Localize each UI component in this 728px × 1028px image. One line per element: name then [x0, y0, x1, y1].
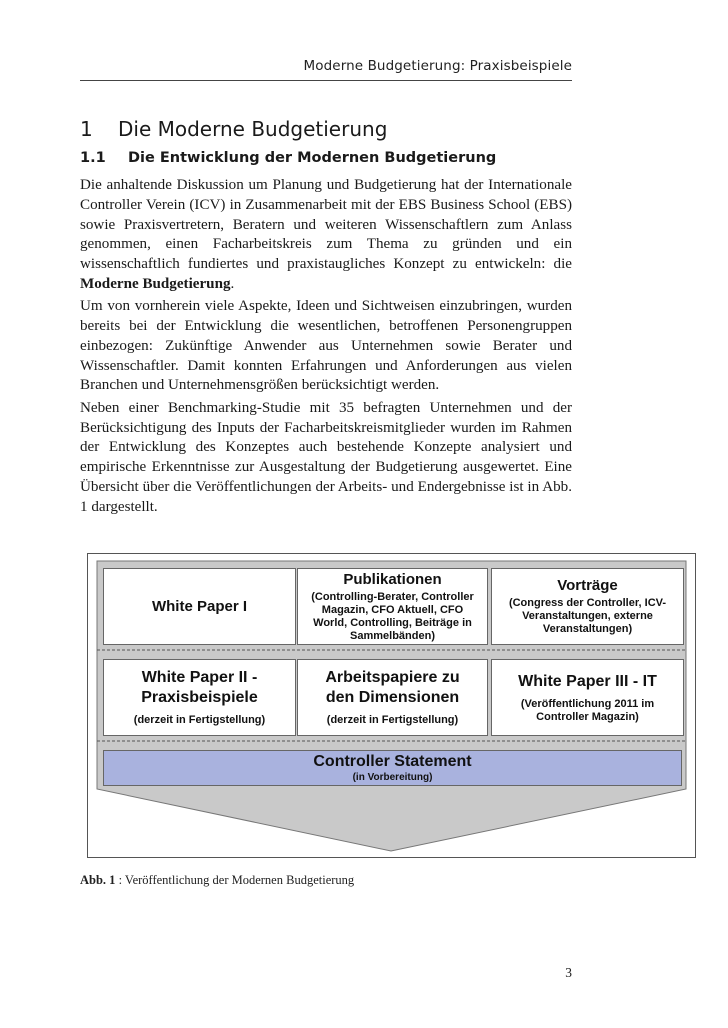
caption-label: Abb. 1: [80, 873, 116, 887]
paragraph-1-bold: Moderne Budgetierung: [80, 275, 231, 292]
chapter-title: Die Moderne Budgetierung: [118, 117, 388, 141]
vortraege-sub: (Congress der Controller, ICV-Veranstaltungen, externe Veranstaltungen): [508, 597, 667, 635]
paragraph-2: Um von vornherein viele Aspekte, Ideen und Sichtweisen einzubringen, wurden bereits bei der Entwicklung die wesentlichen, betroffenen Personengruppen einbezogen: Zukünftige Anwender aus Unternehmen sowie Berater und Wissenschaftler. Damit konnten Erfahrungen und Anforderungen aus vielen Branchen und Unternehmensgrößen berücksichtigt werden.: [80, 298, 572, 394]
arbeitspapiere-sub: (derzeit in Fertigstellung): [326, 714, 459, 726]
paragraph-3: Neben einer Benchmarking-Studie mit 35 befragten Unternehmen und der Berücksichtigung des Inputs der Facharbeitskreismitglieder wurden im Rahmen der Entwicklung des Konzeptes auch bestehende Konzepte analysiert und empirische Erkenntnisse zur Ausgestaltung der Budgetierung ausgewertet. Eine Übersicht über die Veröffentlichungen der Arbeits- und Endergebnisse ist in Abb. 1 dargestellt.: [80, 399, 572, 515]
vortraege-title: Vorträge: [557, 577, 618, 594]
white-paper-3-title: White Paper III - IT: [518, 672, 657, 690]
section-title: Die Entwicklung der Modernen Budgetierung: [128, 150, 497, 166]
white-paper-2-title: White Paper II - Praxisbeispiele: [141, 669, 258, 706]
white-paper-3-sub: (Veröffentlichung 2011 im Controller Magazin): [520, 697, 655, 723]
running-header: Moderne Budgetierung: Praxisbeispiele: [303, 58, 572, 74]
white-paper-1-title: White Paper I: [151, 597, 248, 615]
white-paper-2-box: [103, 659, 296, 736]
header-rule: [80, 80, 572, 81]
controller-statement-box: [103, 750, 682, 786]
paragraph-1: [80, 176, 572, 295]
page-number: 3: [565, 965, 572, 980]
caption-text: : Veröffentlichung der Modernen Budgetierung: [115, 873, 355, 887]
body-text: [80, 176, 572, 520]
publikationen-sub: (Controlling-Berater, Controller Magazin, CFO Aktuell, CFO World, Controlling, Beiträge in Sammelbänden): [311, 590, 474, 642]
publikationen-box: [297, 568, 488, 645]
publication-figure: [87, 553, 696, 858]
chapter-number: 1: [80, 117, 93, 141]
white-paper-1-box: [103, 568, 296, 645]
white-paper-3-box: [491, 659, 684, 736]
vortraege-box: [491, 568, 684, 645]
section-number: 1.1: [80, 150, 106, 166]
arbeitspapiere-box: [297, 659, 488, 736]
figure-caption: [80, 873, 354, 888]
white-paper-2-sub: (derzeit in Fertigstellung): [133, 714, 266, 726]
chapter-heading: [80, 117, 387, 141]
publikationen-title: Publikationen: [343, 570, 442, 588]
section-heading: [80, 150, 496, 166]
arbeitspapiere-title: Arbeitspapiere zu den Dimensionen: [325, 669, 460, 706]
controller-statement-sub: (in Vorbereitung): [352, 772, 433, 783]
controller-statement-title: Controller Statement: [313, 753, 472, 770]
paragraph-1-end: .: [230, 275, 235, 292]
paragraph-1-text: Die anhaltende Diskussion um Planung und Budgetierung hat der Internationale Controller Verein (ICV) in Zusammenarbeit mit der EBS Business School (EBS) sowie Praxisvertretern, Beratern und weiteren Wissenschaftlern zum Anlass genommen, einen Facharbeitskreis zum Thema zu gründen und ein wissenschaftlich fundiertes und praxistaugliches Konzept zu entwickeln: die: [80, 177, 572, 273]
